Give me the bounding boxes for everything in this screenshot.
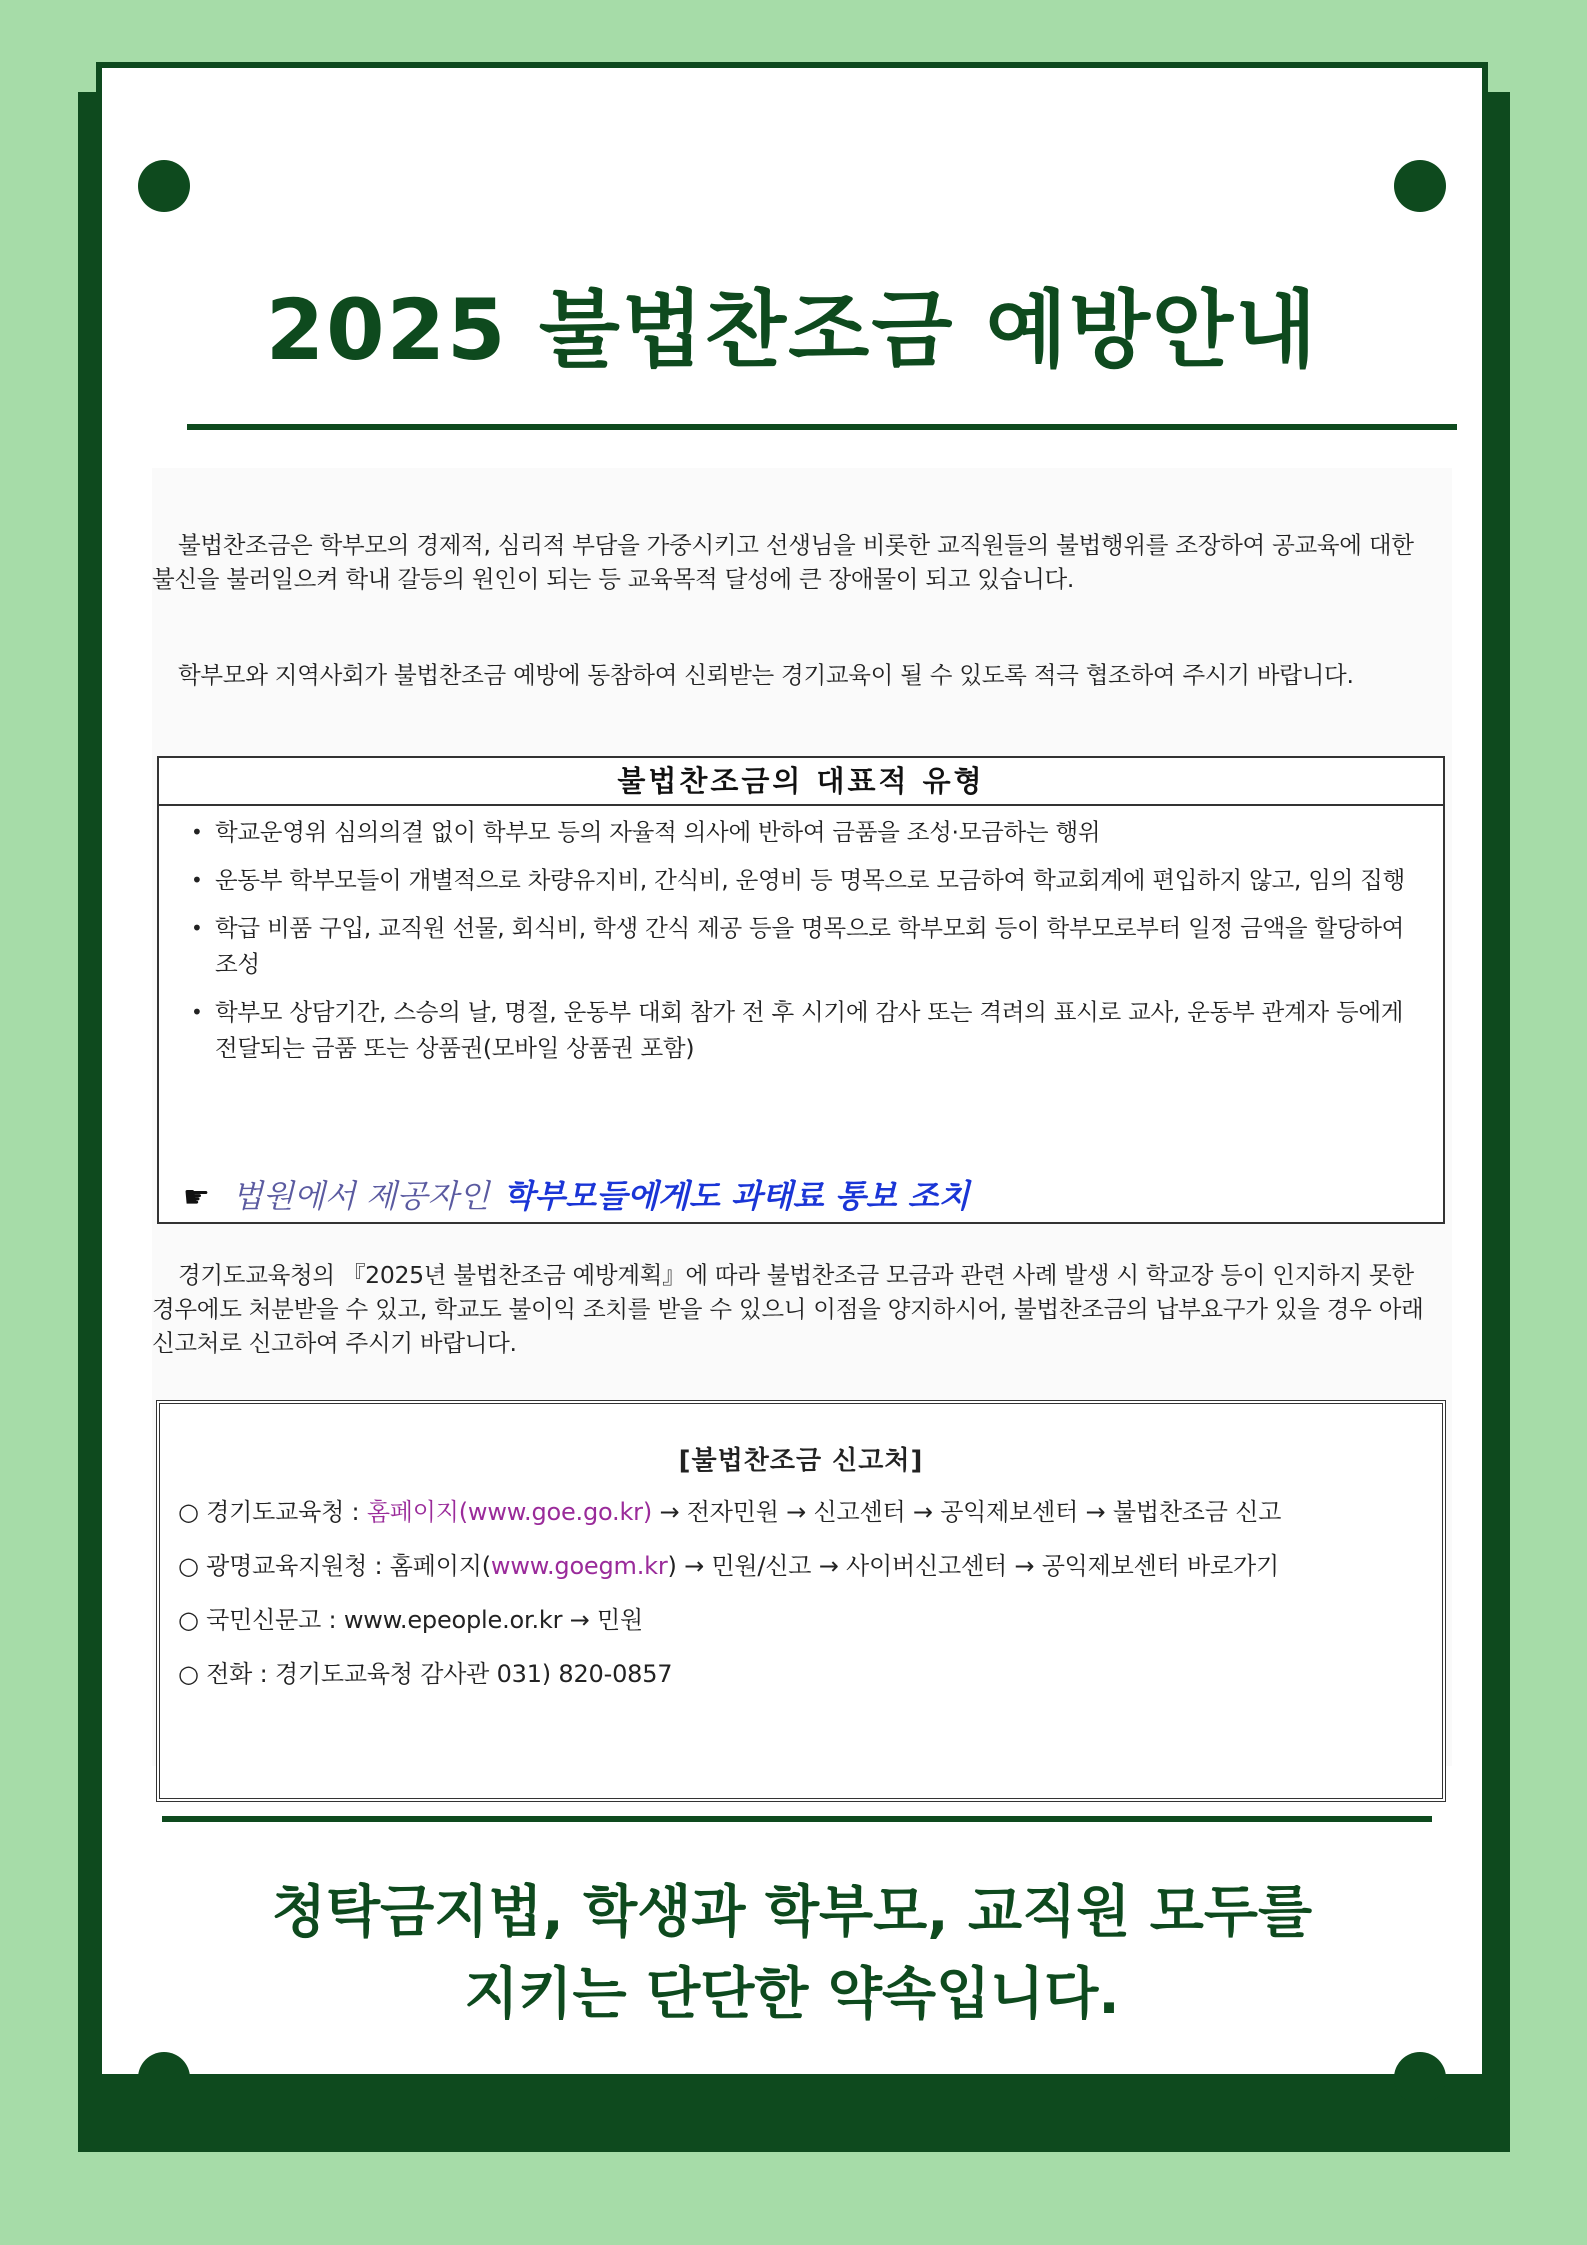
page-title: 2025 불법찬조금 예방안내 — [265, 281, 1319, 379]
report-item-epeople: ○ 국민신문고 : www.epeople.or.kr → 민원 — [178, 1606, 643, 1634]
corner-dot-icon — [1394, 160, 1446, 212]
poster — [96, 62, 1488, 2080]
list-item: • 학부모 상담기간, 스승의 날, 명절, 운동부 대회 참가 전 후 시기에 감사 또는 격려의 표시로 교사, 운동부 관계자 등에게 전달되는 금품 또는 상품권(모바일 상품권 포함) — [189, 994, 1413, 1066]
report-heading: [불법찬조금 신고처] — [678, 1446, 924, 1476]
list-item: • 학교운영위 심의의결 없이 학부모 등의 자율적 의사에 반하여 금품을 조성·모금하는 행위 — [189, 814, 1413, 850]
main-content — [152, 468, 1452, 1766]
bullet-icon: • — [191, 820, 203, 844]
closing-slogan — [102, 1872, 1482, 2036]
notice-paragraph: 경기도교육청의 『2025년 불법찬조금 예방계획』에 따라 불법찬조금 모금과 관련 사례 발생 시 학교장 등이 인지하지 못한 경우에도 처분받을 수 있고, 학교도 불이익 조치를 받을 수 있으니 이점을 양지하시어, 불법찬조금의 납부요구가 있을 경우 아래 신고처로 신고하여 주시기 바랍니다. — [152, 1261, 1424, 1357]
intro-paragraph-2: 학부모와 지역사회가 불법찬조금 예방에 동참하여 신뢰받는 경기교육이 될 수 있도록 적극 협조하여 주시기 바랍니다. — [178, 661, 1354, 689]
pointing-hand-icon: ☛ — [183, 1180, 210, 1215]
goe-homepage-link[interactable]: 홈페이지(www.goe.go.kr) — [366, 1498, 653, 1526]
title-divider — [187, 424, 1457, 430]
corner-dot-icon — [138, 2052, 190, 2104]
goegm-homepage-link[interactable]: www.goegm.kr — [490, 1552, 668, 1580]
types-box — [157, 756, 1445, 1224]
bullet-icon: • — [191, 1000, 203, 1024]
report-item-phone: ○ 전화 : 경기도교육청 감사관 031) 820-0857 — [178, 1660, 673, 1688]
closing-line-2: 지키는 단단한 약속입니다. — [464, 1962, 1120, 2027]
report-item-goegm: ○ 광명교육지원청 : 홈페이지(www.goegm.kr) → 민원/신고 → 사이버신고센터 → 공익제보센터 바로가기 — [178, 1552, 1279, 1580]
corner-dot-icon — [1394, 2052, 1446, 2104]
list-item: • 운동부 학부모들이 개별적으로 차량유지비, 간식비, 운영비 등 명목으로 모금하여 학교회계에 편입하지 않고, 임의 집행 — [189, 862, 1413, 898]
report-box — [156, 1400, 1446, 1802]
closing-line-1: 청탁금지법, 학생과 학부모, 교직원 모두를 — [271, 1880, 1313, 1945]
list-item: • 학급 비품 구입, 교직원 선물, 회식비, 학생 간식 제공 등을 명목으로 학부모회 등이 학부모로부터 일정 금액을 할당하여 조성 — [189, 910, 1413, 982]
corner-dot-icon — [138, 160, 190, 212]
intro-paragraph-1: 불법찬조금은 학부모의 경제적, 심리적 부담을 가중시키고 선생님을 비롯한 교직원들의 불법행위를 조장하여 공교육에 대한 불신을 불러일으켜 학내 갈등의 원인이 되는 등 교육목적 달성에 큰 장애물이 되고 있습니다. — [152, 531, 1414, 593]
penalty-note — [183, 1176, 970, 1218]
penalty-note-emphasis: 학부모들에게도 과태료 통보 조치 — [503, 1177, 970, 1215]
report-item-goe: ○ 경기도교육청 : 홈페이지(www.goe.go.kr) → 전자민원 → 신고센터 → 공익제보센터 → 불법찬조금 신고 — [178, 1498, 1282, 1526]
types-list — [159, 806, 1443, 1066]
bullet-icon: • — [191, 868, 203, 892]
bullet-icon: • — [191, 916, 203, 940]
closing-divider — [162, 1816, 1432, 1822]
penalty-note-lead: 법원에서 제공자인 — [231, 1177, 490, 1215]
types-heading: 불법찬조금의 대표적 유형 — [159, 758, 1443, 806]
